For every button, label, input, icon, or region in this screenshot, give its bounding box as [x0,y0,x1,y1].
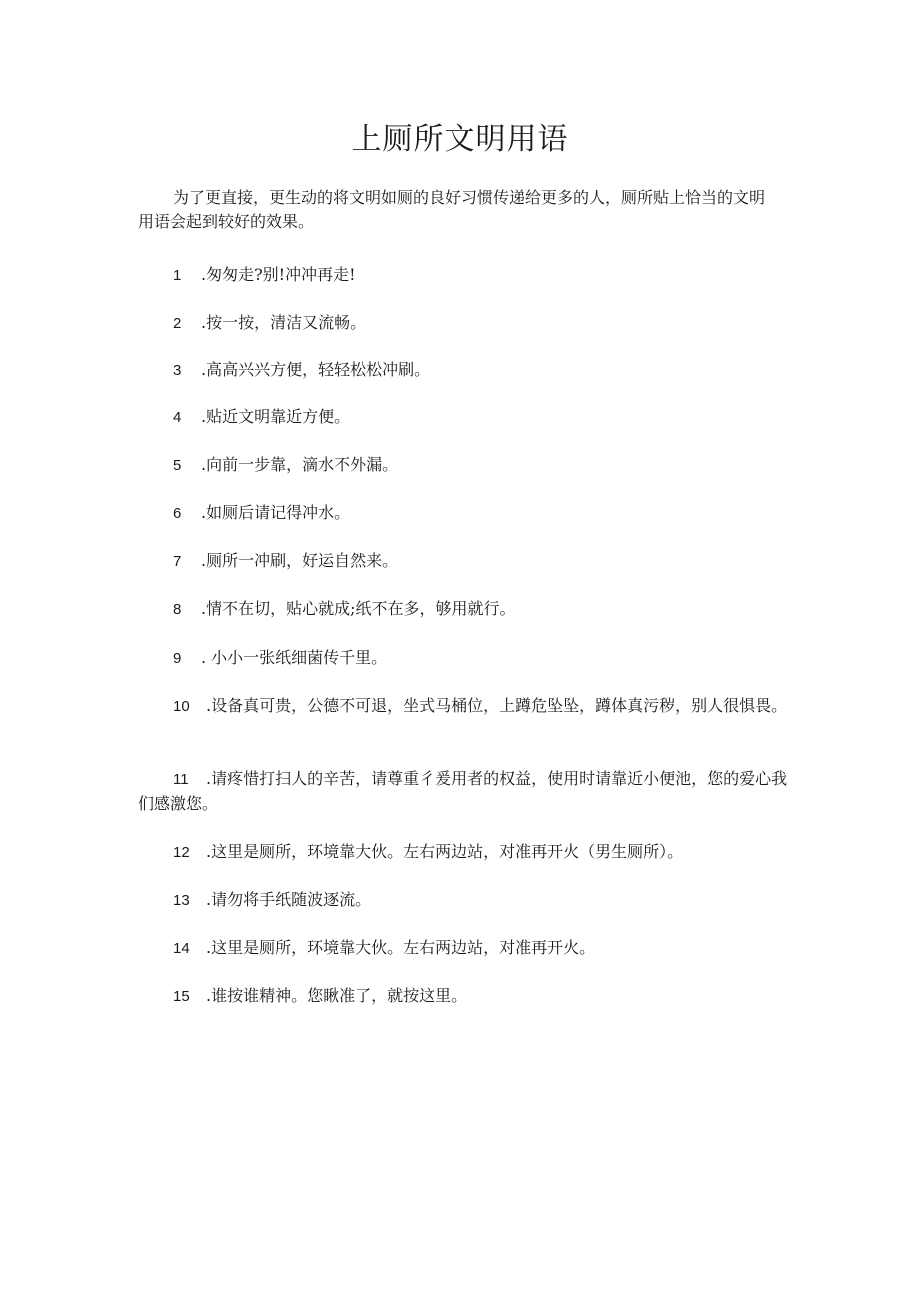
item-number: 5 [173,457,182,474]
item-number: 12 [173,844,190,861]
item-text: .情不在切，贴心就成;纸不在多，够用就行。 [201,599,516,618]
list-item [138,694,798,719]
item-text: .按一按，清洁又流畅。 [201,313,367,332]
item-number: 15 [173,988,190,1005]
list-item [138,358,798,383]
item-text: .厕所一冲刷，好运自然来。 [201,551,399,570]
item-number: 14 [173,940,190,957]
item-number: 4 [173,409,182,426]
item-number: 9 [173,650,182,667]
list-item [138,767,798,816]
item-text: .这里是厕所，环境靠大伙。左右两边站，对准再开火（男生厕所）。 [206,842,684,861]
item-text: .如厕后请记得冲水。 [201,503,351,522]
list-item [138,840,798,865]
item-text: .匆匆走?别!冲冲再走! [201,265,356,284]
list-item [138,453,798,478]
list-item [138,888,798,913]
item-number: 7 [173,553,182,570]
document-title: 上厕所文明用语 [351,122,569,157]
item-number: 10 [173,698,190,715]
item-text: .高高兴兴方便，轻轻松松冲刷。 [201,360,431,379]
list-item [138,984,798,1009]
list-item [138,311,798,336]
item-number: 2 [173,315,182,332]
item-text: .贴近文明靠近方便。 [201,407,351,426]
list-item [138,646,798,671]
list-item [138,549,798,574]
item-text: . 小小一张纸细菌传千里。 [201,648,388,667]
item-number: 8 [173,601,182,618]
item-text: .设备真可贵，公德不可退，坐式马桶位，上蹲危坠坠，蹲体真污秽，别人很惧畏。 [206,696,788,715]
item-text: .向前一步靠，滴水不外漏。 [201,455,399,474]
item-number: 11 [173,771,189,788]
item-number: 6 [173,505,182,522]
list-item [138,501,798,526]
item-text: .请勿将手纸随波逐流。 [206,890,372,909]
list-item [138,936,798,961]
item-number: 3 [173,362,182,379]
item-number: 1 [173,267,182,284]
item-text: .谁按谁精神。您瞅准了，就按这里。 [206,986,468,1005]
list-item [138,405,798,430]
list-item [138,597,798,622]
item-text: .这里是厕所，环境靠大伙。左右两边站，对准再开火。 [206,938,596,957]
list-item [138,263,798,288]
item-number: 13 [173,892,190,909]
item-text: .请疼惜打扫人的辛苦，请尊重彳爰用者的权益，使用时请靠近小便池，您的爱心我们感激您。 [138,769,788,813]
intro-paragraph: 为了更直接，更生动的将文明如厕的良好习惯传递给更多的人，厕所贴上恰当的文明用语会起到较好的效果。 [138,188,766,231]
